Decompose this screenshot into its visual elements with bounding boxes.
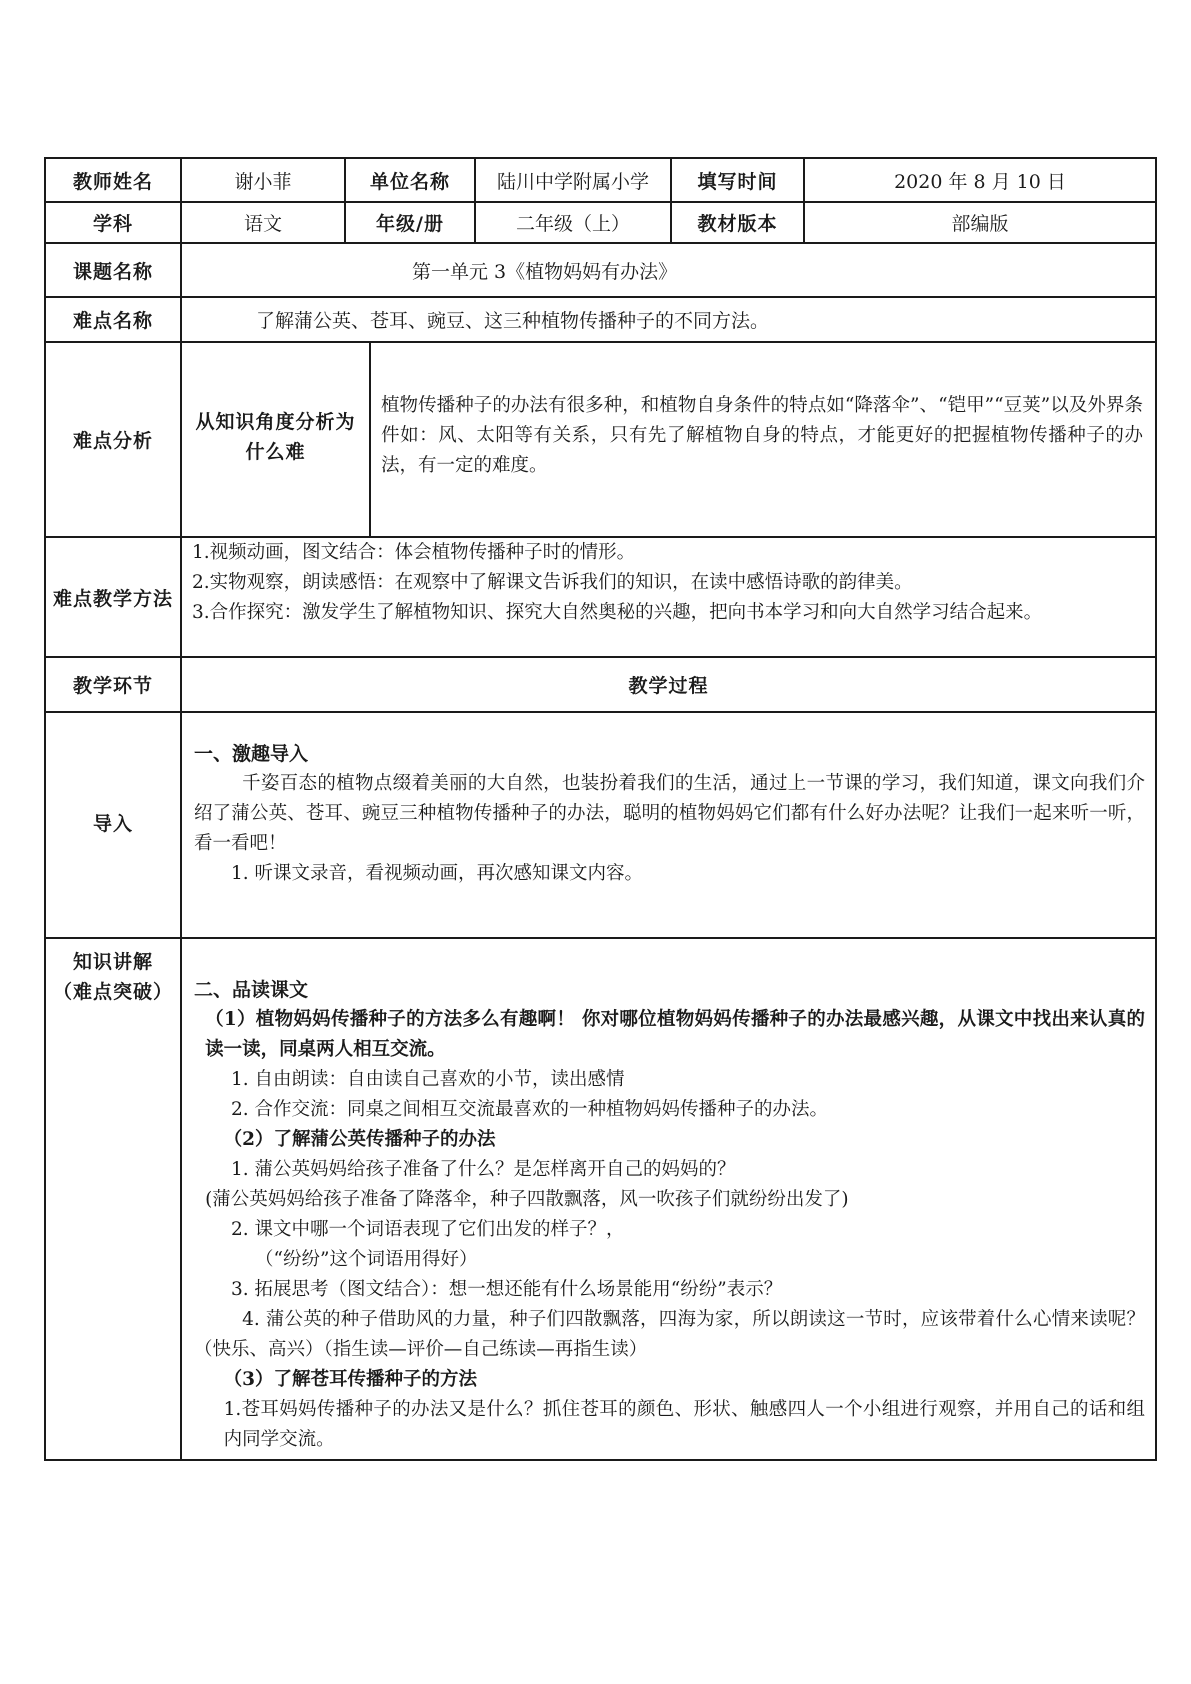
difficulty-row — [45, 297, 1156, 342]
q1-item-2: 2. 合作交流：同桌之间相互交流最喜欢的一种植物妈妈传播种子的办法。 — [231, 1099, 829, 1120]
knowledge-content — [181, 938, 1156, 1460]
q2-item-3: 3. 拓展思考（图文结合）：想一想还能有什么场景能用“纷纷”表示？ — [231, 1279, 783, 1300]
unit-name: 陆川中学附属小学 — [475, 158, 671, 202]
method-item-3: 3.合作探究：激发学生了解植物知识、探究大自然奥秘的兴趣，把向书本学习和向大自然学习结合起来。 — [192, 602, 1043, 623]
topic-label: 课题名称 — [45, 243, 181, 297]
process-label: 教学过程 — [181, 657, 1156, 712]
topic-row — [45, 243, 1156, 297]
grade-label: 年级/册 — [345, 202, 475, 243]
date-value: 2020 年 8 月 10 日 — [804, 158, 1156, 202]
unit-label: 单位名称 — [345, 158, 475, 202]
q2-item-1: 1. 蒲公英妈妈给孩子准备了什么？是怎样离开自己的妈妈的？ — [231, 1159, 736, 1180]
intro-step-1: 1. 听课文录音，看视频动画，再次感知课文内容。 — [231, 863, 644, 884]
intro-heading: 一、激趣导入 — [194, 743, 309, 765]
q2-item-2: 2. 课文中哪一个词语表现了它们出发的样子？， — [231, 1219, 625, 1240]
process-stage-label: 教学环节 — [45, 657, 181, 712]
method-item-2: 2.实物观察，朗读感悟：在观察中了解课文告诉我们的知识，在读中感悟诗歌的韵律美。 — [192, 572, 913, 593]
knowledge-heading: 二、品读课文 — [194, 979, 309, 1001]
q3-item-1: 1.苍耳妈妈传播种子的办法又是什么？抓住苍耳的颜色、形状、触感四人一个小组进行观察，并用自己的话和组内同学交流。 — [223, 1399, 1145, 1450]
q1-item-1: 1. 自由朗读：自由读自己喜欢的小节，读出感情 — [231, 1069, 625, 1090]
knowledge-label-line1: 知识讲解 — [72, 951, 153, 973]
question-2: （2）了解蒲公英传播种子的办法 — [223, 1129, 496, 1150]
edition-value: 部编版 — [804, 202, 1156, 243]
teacher-label: 教师姓名 — [45, 158, 181, 202]
header-row-2 — [45, 202, 1156, 243]
grade-value: 二年级（上） — [475, 202, 671, 243]
method-row — [45, 537, 1156, 657]
header-row-1 — [45, 158, 1156, 202]
intro-row — [45, 712, 1156, 938]
method-label: 难点教学方法 — [45, 537, 181, 657]
knowledge-label — [45, 938, 181, 1460]
intro-label: 导入 — [45, 712, 181, 938]
method-list — [181, 537, 1156, 657]
subject-label: 学科 — [45, 202, 181, 243]
q2-item-4: 4. 蒲公英的种子借助风的力量，种子们四散飘落，四海为家，所以朗读这一节时，应该带着什么心情来读呢？（快乐、高兴）（指生读—评价—自己练读—再指生读） — [194, 1309, 1145, 1360]
analysis-text: 植物传播种子的办法有很多种，和植物自身条件的特点如“降落伞”、“铠甲”“豆荚”以及外界条件如：风、太阳等有关系，只有先了解植物自身的特点，才能更好的把握植物传播种子的办法，有一定的难度。 — [370, 343, 1155, 536]
question-3: （3）了解苍耳传播种子的方法 — [223, 1369, 477, 1390]
q2-answer-1: (蒲公英妈妈给孩子准备了降落伞，种子四散飘落，风一吹孩子们就纷纷出发了) — [205, 1189, 849, 1210]
teacher-name: 谢小菲 — [181, 158, 345, 202]
analysis-sub-label: 从知识角度分析为什么难 — [195, 411, 356, 463]
analysis-row — [45, 342, 1156, 537]
intro-content — [181, 712, 1156, 938]
question-1: （1）植物妈妈传播种子的方法多么有趣啊！ 你对哪位植物妈妈传播种子的办法最感兴趣，从课文中找出来认真的读一读，同桌两人相互交流。 — [205, 1009, 1145, 1060]
process-header-row — [45, 657, 1156, 712]
edition-label: 教材版本 — [671, 202, 804, 243]
difficulty-value: 了解蒲公英、苍耳、豌豆、这三种植物传播种子的不同方法。 — [181, 297, 1156, 342]
knowledge-label-line2: （难点突破） — [52, 981, 173, 1003]
intro-paragraph: 千姿百态的植物点缀着美丽的大自然，也装扮着我们的生活，通过上一节课的学习，我们知道，课文向我们介绍了蒲公英、苍耳、豌豆三种植物传播种子的办法，聪明的植物妈妈它们都有什么好办法呢？让我们一起来听一听，看一看吧！ — [194, 773, 1145, 854]
date-label: 填写时间 — [671, 158, 804, 202]
q2-answer-2: （“纷纷”这个词语用得好） — [255, 1249, 478, 1270]
knowledge-row — [45, 938, 1156, 1460]
difficulty-label: 难点名称 — [45, 297, 181, 342]
method-item-1: 1.视频动画，图文结合：体会植物传播种子时的情形。 — [192, 542, 636, 563]
topic-value: 第一单元 3《植物妈妈有办法》 — [181, 243, 1156, 297]
analysis-label: 难点分析 — [45, 342, 181, 537]
lesson-plan-page — [44, 157, 1155, 1461]
subject-value: 语文 — [181, 202, 345, 243]
lesson-plan-table — [44, 157, 1157, 1461]
